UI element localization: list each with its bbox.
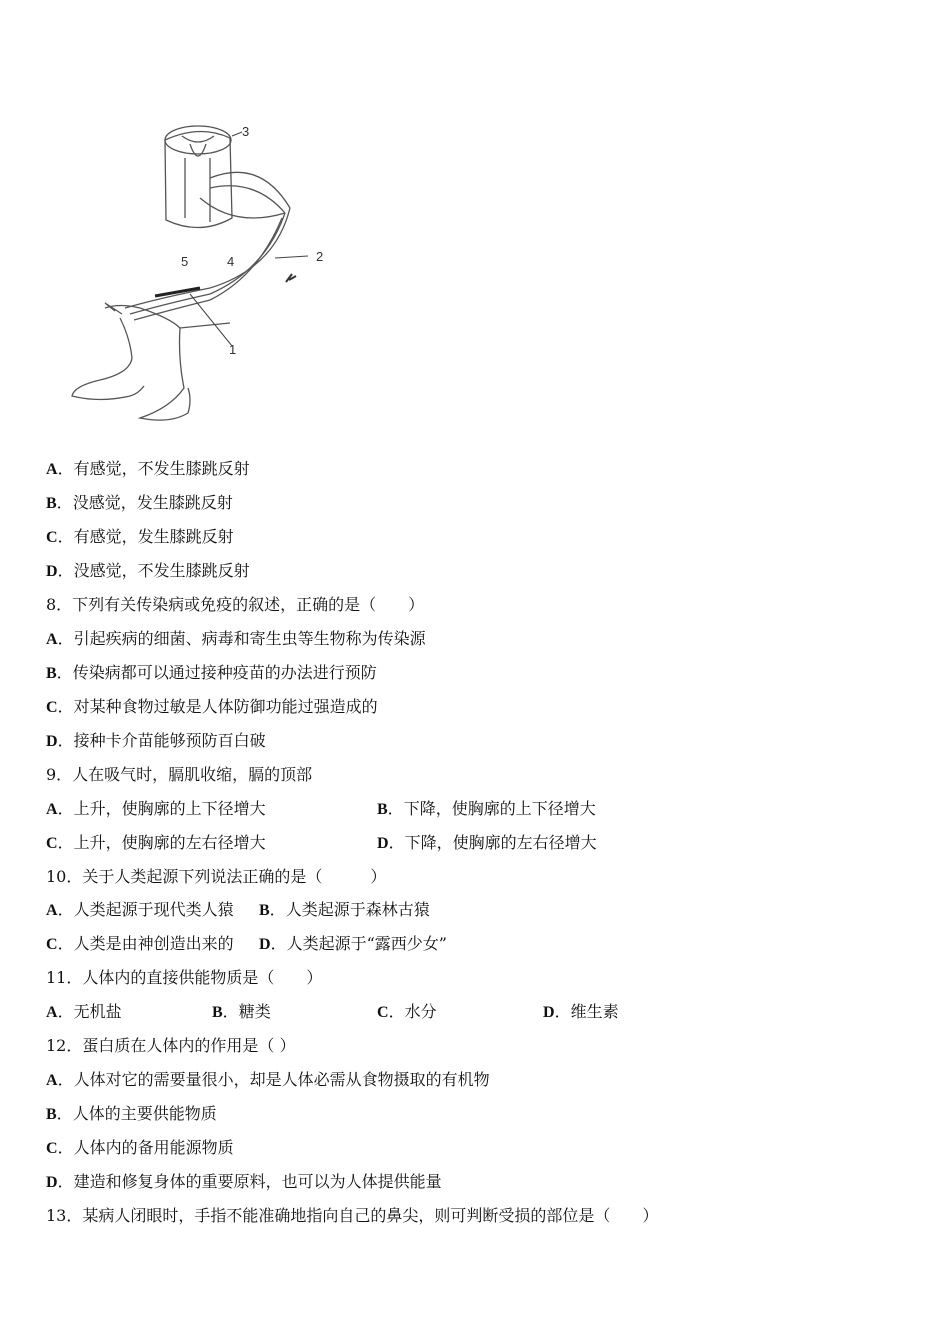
q10-option-b[interactable]: B．人类起源于森林古猿 [259, 900, 430, 919]
q8-option-b[interactable]: B．传染病都可以通过接种疫苗的办法进行预防 [46, 663, 377, 682]
q10-option-d[interactable]: D．人类起源于“露西少女” [259, 934, 447, 953]
q9-option-b[interactable]: B．下降，使胸廓的上下径增大 [377, 799, 596, 818]
q12-option-c[interactable]: C．人体内的备用能源物质 [46, 1138, 234, 1157]
figure-label-3: 3 [242, 124, 250, 139]
q11-option-c[interactable]: C．水分 [377, 1002, 437, 1021]
q10-option-c[interactable]: C．人类是由神创造出来的 [46, 934, 234, 953]
reflex-arc-diagram [60, 118, 350, 438]
q7-option-b[interactable]: B．没感觉，发生膝跳反射 [46, 493, 233, 512]
q11-stem: 11．人体内的直接供能物质是（ ） [46, 968, 323, 987]
figure-label-4: 4 [227, 254, 235, 269]
q8-stem: 8．下列有关传染病或免疫的叙述，正确的是（ ） [46, 595, 425, 614]
q12-option-b[interactable]: B．人体的主要供能物质 [46, 1104, 217, 1123]
reflex-arc-figure [60, 118, 350, 438]
q10-option-a[interactable]: A．人类起源于现代类人猿 [46, 900, 234, 919]
q7-option-d[interactable]: D．没感觉，不发生膝跳反射 [46, 561, 250, 580]
q12-option-d[interactable]: D．建造和修复身体的重要原料，也可以为人体提供能量 [46, 1172, 442, 1191]
q12-option-a[interactable]: A．人体对它的需要量很小，却是人体必需从食物摄取的有机物 [46, 1070, 490, 1089]
q7-option-c[interactable]: C．有感觉，发生膝跳反射 [46, 527, 234, 546]
q9-stem: 9．人在吸气时，膈肌收缩，膈的顶部 [46, 765, 313, 784]
q11-option-d[interactable]: D．维生素 [543, 1002, 619, 1021]
q11-option-b[interactable]: B．糖类 [212, 1002, 271, 1021]
q8-option-c[interactable]: C．对某种食物过敏是人体防御功能过强造成的 [46, 697, 378, 716]
q12-stem: 12．蛋白质在人体内的作用是（ ） [46, 1036, 296, 1055]
q9-option-a[interactable]: A．上升，使胸廓的上下径增大 [46, 799, 266, 818]
q8-option-a[interactable]: A．引起疾病的细菌、病毒和寄生虫等生物称为传染源 [46, 629, 426, 648]
q13-stem: 13．某病人闭眼时，手指不能准确地指向自己的鼻尖，则可判断受损的部位是（ ） [46, 1206, 659, 1225]
figure-label-2: 2 [316, 249, 324, 264]
q8-option-d[interactable]: D．接种卡介苗能够预防百白破 [46, 731, 266, 750]
q9-option-c[interactable]: C．上升，使胸廓的左右径增大 [46, 833, 266, 852]
q9-option-d[interactable]: D．下降，使胸廓的左右径增大 [377, 833, 597, 852]
q10-stem: 10．关于人类起源下列说法正确的是（ ） [46, 867, 387, 886]
figure-label-1: 1 [229, 342, 237, 357]
q7-option-a[interactable]: A．有感觉，不发生膝跳反射 [46, 459, 250, 478]
q11-option-a[interactable]: A．无机盐 [46, 1002, 122, 1021]
figure-label-5: 5 [181, 254, 189, 269]
